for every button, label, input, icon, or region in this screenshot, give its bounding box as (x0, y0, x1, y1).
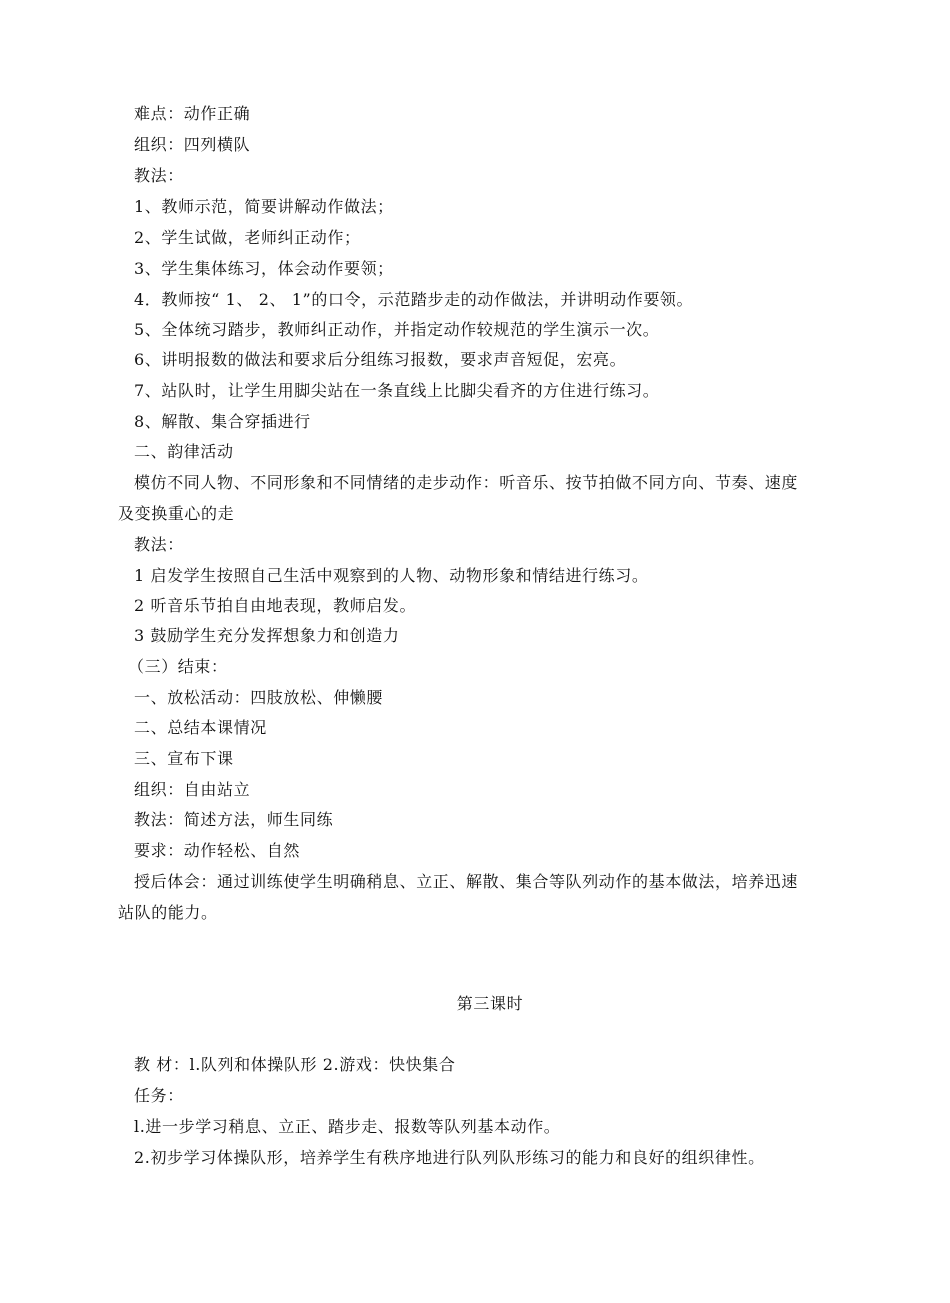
text-line: 任务： (134, 1086, 184, 1105)
text-line: 难点：动作正确 (134, 104, 251, 123)
list-item: l.进一步学习稍息、立正、踏步走、报数等队列基本动作。 (134, 1117, 561, 1136)
lesson-title: 第三课时 (456, 994, 524, 1013)
section-heading: 二、韵律活动 (134, 442, 234, 461)
text-line: 教法： (134, 535, 184, 554)
section-heading: （三）结束： (128, 657, 228, 676)
list-item: 1 启发学生按照自己生活中观察到的人物、动物形象和情结进行练习。 (134, 566, 649, 585)
paragraph-line: 及变换重心的走 (118, 504, 235, 523)
list-item: 2、学生试做，老师纠正动作； (134, 228, 361, 247)
list-item: 2 听音乐节拍自由地表现，教师启发。 (134, 596, 417, 615)
list-item: 3 鼓励学生充分发挥想象力和创造力 (134, 626, 400, 645)
paragraph-line: 授后体会：通过训练使学生明确稍息、立正、解散、集合等队列动作的基本做法，培养迅速 (134, 872, 799, 891)
list-item: 5、全体统习踏步，教师纠正动作，并指定动作较规范的学生演示一次。 (134, 320, 660, 339)
list-item: 1、教师示范，简要讲解动作做法； (134, 197, 394, 216)
text-line: 组织：自由站立 (134, 780, 251, 799)
text-line: 要求：动作轻松、自然 (134, 841, 301, 860)
text-line: 组织：四列横队 (134, 135, 251, 154)
paragraph-line: 站队的能力。 (118, 903, 218, 922)
list-item: 三、宣布下课 (134, 749, 234, 768)
text-line: 教 材：l.队列和体操队形 2.游戏：快快集合 (134, 1055, 456, 1074)
text-line: 教法：简述方法，师生同练 (134, 810, 334, 829)
list-item: 4．教师按“ 1、 2、 1”的口令，示范踏步走的动作做法，并讲明动作要领。 (134, 290, 694, 309)
text-line: 教法： (134, 166, 184, 185)
list-item: 7、站队时，让学生用脚尖站在一条直线上比脚尖看齐的方住进行练习。 (134, 381, 660, 400)
list-item: 二、总结本课情况 (134, 718, 267, 737)
paragraph-line: 模仿不同人物、不同形象和不同情绪的走步动作：听音乐、按节拍做不同方向、节奏、速度 (134, 473, 799, 492)
list-item: 3、学生集体练习，体会动作要领； (134, 259, 394, 278)
list-item: 2.初步学习体操队形，培养学生有秩序地进行队列队形练习的能力和良好的组织律性。 (134, 1148, 765, 1167)
list-item: 6、讲明报数的做法和要求后分组练习报数，要求声音短促，宏亮。 (134, 350, 627, 369)
list-item: 一、放松活动：四肢放松、伸懒腰 (134, 688, 384, 707)
list-item: 8、解散、集合穿插进行 (134, 412, 311, 431)
